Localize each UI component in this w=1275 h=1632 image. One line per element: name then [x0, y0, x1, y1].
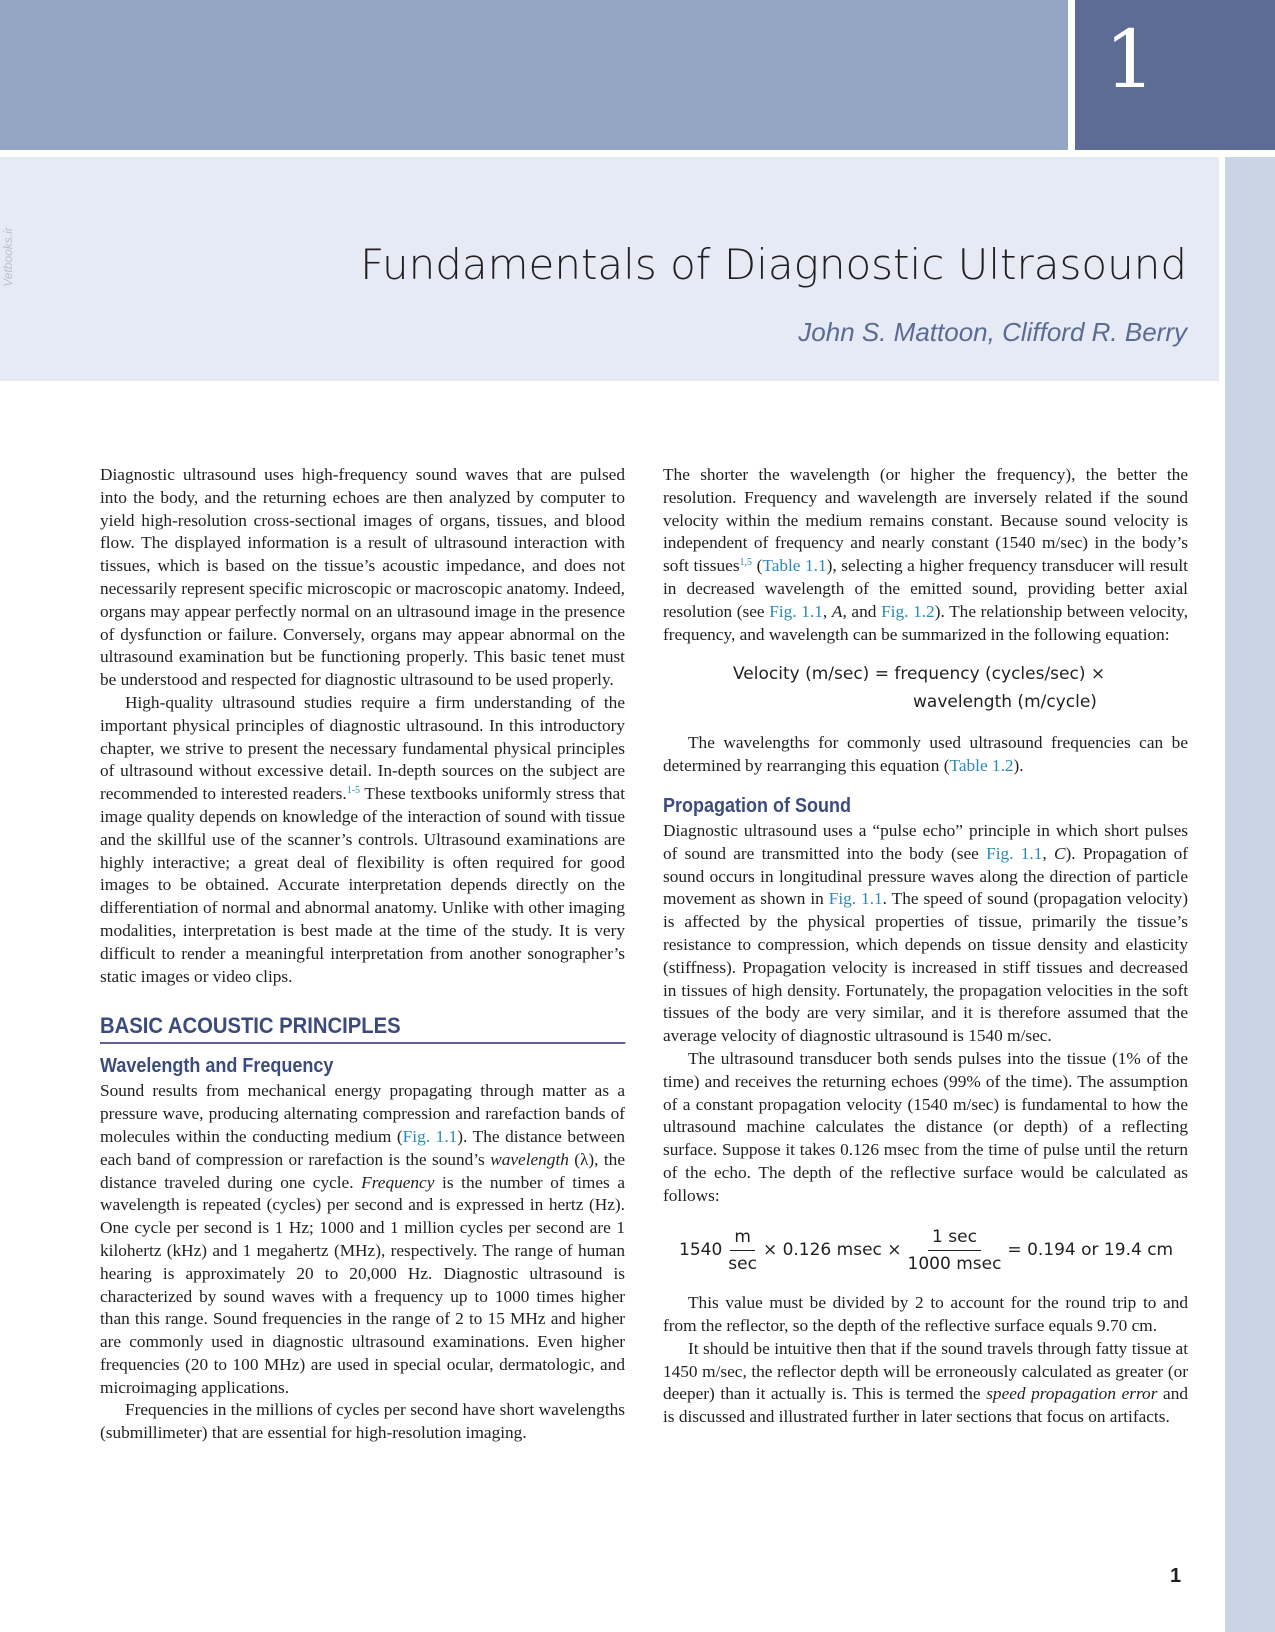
- emphasis: A: [831, 601, 843, 621]
- side-strip-gap: [1219, 381, 1225, 1632]
- paragraph-text: ), selecting a higher frequency transducer will result in decreased wavelength of the emitted sound, providing better axial resolution (see: [663, 556, 1188, 621]
- equation-line: wavelength (m/cycle): [913, 692, 1097, 713]
- paragraph-text: and is discussed and illustrated further in later sections that focus on artifacts.: [663, 1384, 1188, 1427]
- depth-equation: [679, 1226, 1188, 1277]
- paragraph: [663, 464, 1188, 646]
- numerator: 1 sec: [928, 1226, 981, 1252]
- paragraph-text: It should be intuitive then that if the sound travels through fatty tissue at 1450 m/sec, the reflector depth will be erroneously calculated as greater (or deeper) than it actually is. This is termed the: [663, 1338, 1188, 1404]
- watermark: Vetbooks.ir: [0, 227, 15, 287]
- citation-link[interactable]: 1,5: [739, 557, 753, 569]
- equation-line: Velocity (m/sec) = frequency (cycles/sec) ×: [733, 664, 1106, 685]
- paragraph-text: ). The distance between each band of compression or rarefaction is the sound’s: [100, 1126, 625, 1169]
- denominator: 1000 msec: [907, 1254, 1002, 1275]
- emphasis: Frequency: [361, 1172, 435, 1192]
- fraction: [724, 1226, 761, 1277]
- figure-link[interactable]: Fig. 1.1: [402, 1126, 458, 1146]
- numerator: m: [730, 1226, 755, 1252]
- paragraph-text: Frequencies in the millions of cycles per second have short wavelengths (submillimeter) that are essential for high-resolution imaging.: [100, 1400, 625, 1443]
- emphasis: wavelength: [490, 1149, 569, 1169]
- chapter-title: Fundamentals of Diagnostic Ultrasound: [360, 240, 1187, 289]
- paragraph-text: ).: [1013, 756, 1024, 776]
- paragraph-text: ). The relationship between velocity, frequency, and wavelength can be summarized in the following equation:: [663, 601, 1189, 644]
- emphasis: C: [1053, 843, 1066, 863]
- paragraph-text: ). Propagation of sound occurs in longitudinal pressure waves along the direction of particle movement as shown in: [663, 843, 1188, 909]
- paragraph-text: These textbooks uniformly stress that image quality depends on knowledge of the interaction of sound with tissue and the skillful use of the scanner’s controls. Ultrasound examinations are highly interactive; a great deal of flexibility is often required for good images to be obtained. Accurate interpretation depends directly on the differentiation of normal and abnormal anatomy. Unlike with other imaging modalities, interpretation is best made at the time of the study. It is very difficult to render a meaningful interpretation from another sonographer’s static images or video clips.: [100, 784, 625, 986]
- section-heading: BASIC ACOUSTIC PRINCIPLES: [100, 1012, 625, 1044]
- header-band: [0, 0, 1068, 150]
- paragraph-text: Diagnostic ultrasound uses a “pulse echo” principle in which short pulses of sound are transmitted into the body (see: [663, 820, 1188, 863]
- paragraph-text: Diagnostic ultrasound uses high-frequency sound waves that are pulsed into the body, and the returning echoes are then analyzed by computer to yield high-resolution cross-sectional images of organs, tissues, and blood flow. The displayed information is a result of ultrasound interaction with tissues, which is based on the tissue’s acoustic impedance, and does not necessarily represent specific microscopic or macroscopic anatomy. Indeed, organs may appear perfectly normal on an ultrasound image in the presence of dysfunction or failure. Conversely, organs may appear abnormal on the ultrasound examination but be functioning properly. This basic tenet must be understood and respected for diagnostic ultrasound to be used properly.: [100, 465, 625, 690]
- paragraph-text: , and: [842, 601, 882, 621]
- right-column: [663, 464, 1188, 1429]
- equation-term: × 0.126 msec ×: [762, 1240, 902, 1261]
- figure-link[interactable]: Fig. 1.1: [769, 601, 823, 621]
- paragraph: [100, 692, 625, 988]
- paragraph-text: Sound results from mechanical energy propagating through matter as a pressure wave, producing alternating compression and rarefaction bands of molecules within the conducting medium (: [100, 1081, 625, 1146]
- paragraph-text: ,: [822, 601, 832, 621]
- emphasis: speed propagation error: [986, 1384, 1158, 1404]
- velocity-equation: [733, 660, 1188, 716]
- denominator: sec: [728, 1254, 757, 1275]
- subsection-heading: Propagation of Sound: [663, 794, 851, 817]
- paragraph: [663, 1338, 1188, 1429]
- subsection-heading: Wavelength and Frequency: [100, 1055, 334, 1078]
- paragraph-text: The shorter the wavelength (or higher the frequency), the better the resolution. Frequency and wavelength are inversely related if the sound velocity within the medium remains constant. Because sound velocity is independent of frequency and nearly constant (1540 m/sec) in the body’s soft tissues: [663, 465, 1188, 576]
- table-link[interactable]: Table 1.1: [762, 556, 827, 576]
- equation-term: 1540: [679, 1240, 723, 1261]
- paragraph: [663, 732, 1188, 778]
- table-link[interactable]: Table 1.2: [949, 756, 1014, 776]
- figure-link[interactable]: Fig. 1.1: [828, 889, 883, 909]
- authors: John S. Mattoon, Clifford R. Berry: [798, 317, 1187, 347]
- paragraph: [100, 464, 625, 692]
- paragraph-text: High-quality ultrasound studies require a firm understanding of the important physical principles of diagnostic ultrasound. In this introductory chapter, we strive to present the necessary fundamental physical principles of ultrasound without excessive detail. In-depth sources on the subject are recommended to interested readers.: [100, 692, 625, 804]
- paragraph-text: is the number of times a wavelength is repeated (cycles) per second and is expressed in hertz (Hz). One cycle per second is 1 Hz; 1000 and 1 million cycles per second are 1 kilohertz (kHz) and 1 megahertz (MHz), respectively. The range of human hearing is approximately 20 to 20,000 Hz. Diagnostic ultrasound is characterized by sound waves with a frequency up to 1000 times higher than this range. Sound frequencies in the range of 2 to 15 MHz and higher are commonly used in diagnostic ultrasound examinations. Even higher frequencies (20 to 100 MHz) are used in special ocular, dermatologic, and microimaging applications.: [100, 1172, 625, 1397]
- citation-link[interactable]: 1-5: [346, 785, 361, 797]
- left-column: [100, 464, 625, 1445]
- paragraph: [100, 1080, 625, 1399]
- chapter-number: 1: [1104, 13, 1156, 106]
- paragraph-text: (: [752, 556, 763, 576]
- side-strip: [1225, 157, 1275, 1632]
- equation-term: = 0.194 or 19.4 cm: [1007, 1240, 1174, 1261]
- figure-link[interactable]: Fig. 1.2: [881, 601, 935, 621]
- paragraph-text: The wavelengths for commonly used ultrasound frequencies can be determined by rearranging this equation (: [663, 733, 1188, 776]
- figure-link[interactable]: Fig. 1.1: [986, 843, 1043, 863]
- paragraph-text: ,: [1042, 843, 1054, 863]
- paragraph-text: The ultrasound transducer both sends pulses into the tissue (1% of the time) and receives the returning echoes (99% of the time). The assumption of a constant propagation velocity (1540 m/sec) is fundamental to how the ultrasound machine calculates the distance (or depth) of a reflecting surface. Suppose it takes 0.126 msec from the time of pulse until the return of the echo. The depth of the reflective surface would be calculated as follows:: [663, 1048, 1188, 1205]
- paragraph-text: (λ), the distance traveled during one cycle.: [100, 1149, 625, 1192]
- paragraph-text: This value must be divided by 2 to account for the round trip to and from the reflector, so the depth of the reflective surface equals 9.70 cm.: [663, 1293, 1188, 1335]
- paragraph-text: . The speed of sound (propagation velocity) is affected by the physical properties of tissue, primarily the tissue’s resistance to compression, which depends on tissue density and elasticity (stiffness). Propagation velocity is increased in stiff tissues and decreased in tissues of high density. Fortunately, the propagation velocities in the soft tissues of the body are very similar, and it is therefore assumed that the average velocity of diagnostic ultrasound is 1540 m/sec.: [663, 889, 1189, 1046]
- fraction: [904, 1226, 1006, 1277]
- paragraph: [663, 820, 1188, 1048]
- paragraph: [663, 1292, 1188, 1338]
- page-number: 1: [1170, 1565, 1182, 1587]
- paragraph: [100, 1399, 625, 1445]
- paragraph: [663, 1048, 1188, 1208]
- header-divider: [0, 150, 1275, 157]
